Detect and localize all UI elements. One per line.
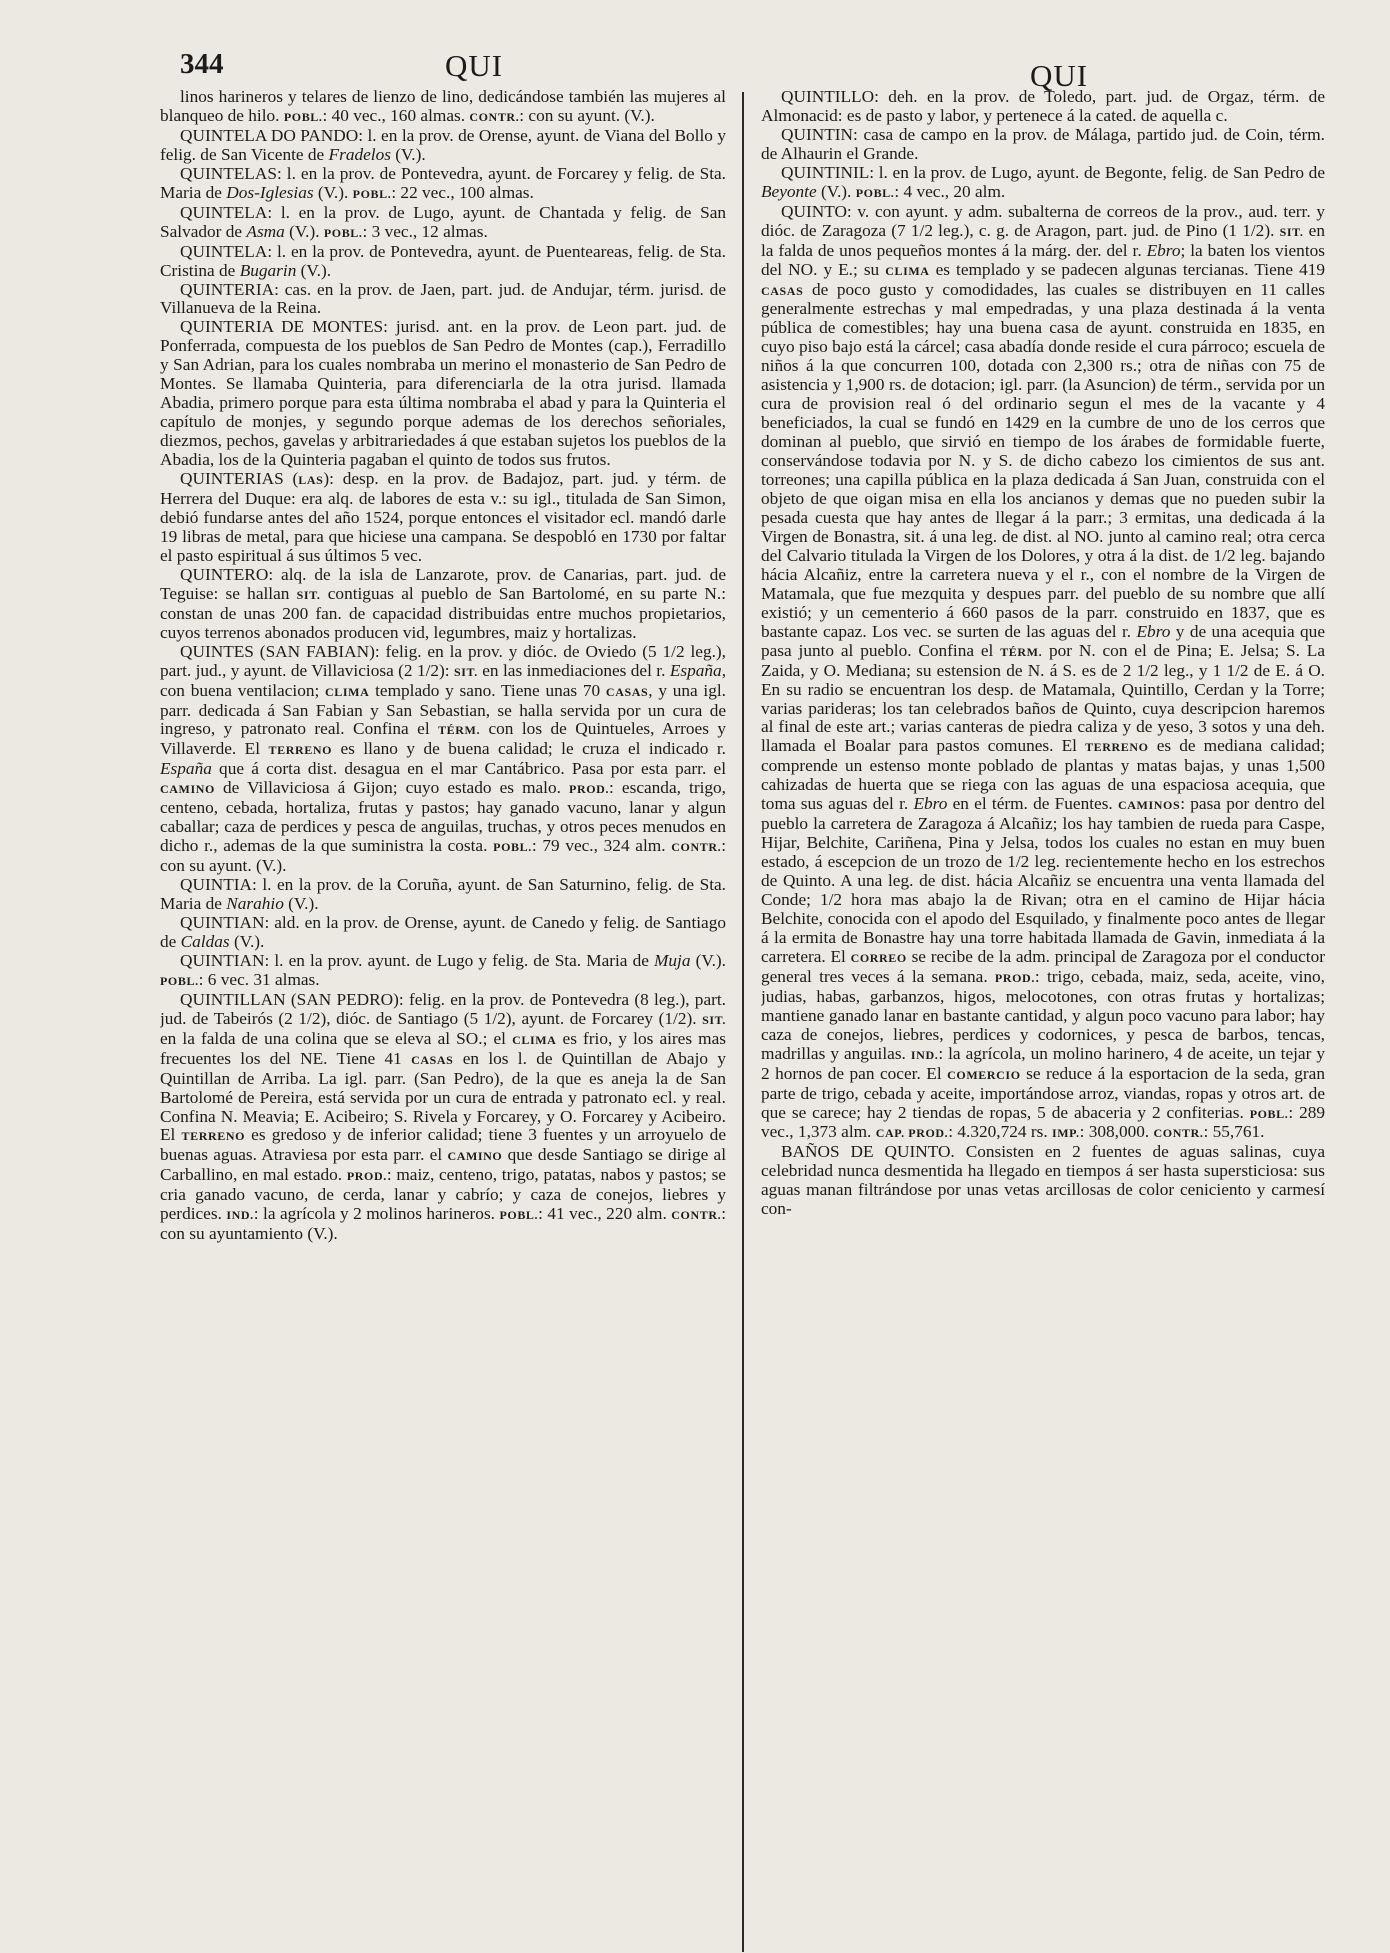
- abbreviation: CASAS: [605, 684, 649, 699]
- running-head: [170, 48, 1320, 93]
- entry-text: : 22 vec., 100 almas.: [391, 182, 534, 202]
- entry-text: (V.).: [816, 181, 856, 201]
- entry-text: es gredoso y de inferior calidad; tiene 3 fuentes y un arroyuelo de buenas aguas. Atraviesa por esta parr. el: [160, 1125, 726, 1165]
- entry-text: : la agrícola y 2 molinos harineros.: [253, 1204, 500, 1224]
- entry-text: se recibe de la adm. principal de Zaragoza por el conductor general tres veces á la semana.: [761, 946, 1325, 986]
- dictionary-entry: [160, 281, 726, 319]
- abbreviation: CONTR.: [469, 109, 520, 124]
- dictionary-entry: [761, 1143, 1325, 1219]
- abbreviation: POBL.: [855, 185, 895, 200]
- entry-text: : l. en la prov. de Lugo, ayunt. de Begonte, felig. de San Pedro de: [869, 162, 1325, 182]
- entry-text: es llano y de buena calidad; le cruza el indicado r.: [332, 739, 726, 759]
- abbreviation: IND.: [910, 1047, 939, 1062]
- column-divider: [742, 92, 744, 1952]
- entry-text: de poco gusto y comodidades, las cuales se distribuyen en 11 calles generalmente estrechas y mal empedradas, y una plaza destinada á la venta pública de comestibles; hay una buena casa de ayunt. construida en 1835, en cuyo piso bajo está la cárcel; casa abadía donde reside el cura párroco; escuela de niños á la que concurren 100, dotada con 2,300 rs.; otra de niñas con 75 de asistencia y 1,900 rs. de dotacion; igl. parr. (la Asuncion) de térm., servida por un cura de provision real ó del ordinario segun el mes de la vacante y 4 beneficiados, la cual se fundó en 1429 en la cumbre de uno de los cerros que dominan al pueblo, que sirvió en tiempo de los árabes de formidable fuerte, conservándose todavia por N. y S. de dicho cabezo los cimientos de sus ant. torreones; una capilla pública en la plaza dedicada á San Juan, construida con el objeto de que oigan misa en ella los ancianos y demas que no pueden subir la pesada cuesta que hay antes de llegar á la parr.; 3 ermitas, una dedicada á la Virgen de Bonastra, sit. á una leg. de dist. al NO. junto al camino real; otra cerca del Calvario titulada la Virgen de los Dolores, y otra á la dist. de 1/2 leg. bajando hácia Alcañiz, entre la carretera nueva y el r., con el nombre de la Virgen de Matamala, que fue mezquita y despues parr. del pueblo de su nombre que allí existió; y un cementerio á 660 pasos de la parr. construido en 1837, que es bastante capaz. Los vec. se surten de las aguas del r.: [761, 279, 1325, 641]
- dictionary-entry: [160, 566, 726, 643]
- abbreviation: POBL.: [352, 186, 392, 201]
- abbreviation: IND.: [226, 1208, 254, 1223]
- italic-reference: Bugarin: [239, 260, 297, 280]
- entry-text: : la agrícola, un molino harinero, 4 de aceite, un tejar y 2 hornos de pan cocer. El: [761, 1043, 1325, 1083]
- entry-text: : 40 vec., 160 almas.: [322, 105, 470, 125]
- entry-text: : 4 vec., 20 alm.: [894, 181, 1006, 201]
- entry-headword: QUINTILLAN (SAN PEDRO): [180, 989, 399, 1009]
- abbreviation: LAS: [298, 473, 324, 488]
- entry-text: : v. con ayunt. y adm. subalterna de correos de la prov., aud. terr. y dióc. de Zaragoza (7 1/2 leg.), c. g. de Aragon, part. jud. de Pino (1 1/2).: [761, 201, 1325, 240]
- entry-text: (: [283, 469, 299, 489]
- entry-text: templado y sano. Tiene unas 70: [369, 680, 606, 700]
- dictionary-entry: [160, 127, 726, 165]
- abbreviation: TERRENO: [1085, 740, 1149, 755]
- entry-text: : con su ayunt. (V.).: [160, 836, 726, 876]
- abbreviation: SIT.: [702, 1012, 726, 1027]
- entry-text: por N. con el de Pina; E. Jelsa; S. La Zaida, y O. Mediana; su estension de N. á S. es de 2 1/2 leg., y 1 1/2 de E. á O. En su radio se encuentran los desp. de Matamala, Quintillo, Cerdan y la Torre; varias parideras; los tan celebrados baños de Quinto, cuya descripcion haremos al final de este art.; varias canteras de piedra caliza y de yeso, 3 sotos y una deh. llamada el Boalar para pastos comunes. El: [761, 640, 1325, 756]
- italic-reference: Ebro: [1136, 621, 1171, 641]
- page-number: 344: [180, 48, 224, 80]
- entry-headword: QUINTIAN: [180, 912, 265, 932]
- abbreviation: POBL.: [283, 109, 323, 124]
- abbreviation: PROD.: [346, 1169, 387, 1184]
- dictionary-entry: [160, 914, 726, 952]
- entry-text: es frio, y los aires mas frecuentes los del NE. Tiene 41: [160, 1028, 726, 1068]
- abbreviation: CONTR.: [671, 1208, 722, 1223]
- abbreviation: CAMINOS: [1118, 798, 1181, 813]
- entry-text: : 41 vec., 220 alm.: [538, 1204, 672, 1224]
- left-column: [160, 88, 726, 1943]
- dictionary-entry: [160, 204, 726, 243]
- entry-text: : l. en la prov. de la Coruña, ayunt. de San Saturnino, felig. de Sta. Maria de: [160, 875, 726, 914]
- entry-text: con los de Quintueles, Arroes y Villaverde. El: [160, 719, 726, 759]
- entry-text: : pasa por dentro del pueblo la carretera de Zaragoza á Alcañiz; los hay tambien de rueda para Caspe, Hijar, Belchite, Cariñena, Pina y Jelsa, todos los cuales no estan en muy buen estado, á escepcion de un trozo de 1/2 leg. recientemente hecho en los estrechos de Quinto. A una leg. de dist. hácia Alcañiz se encuentra una venta llamada del Conde; 1/2 hora mas abajo la de Rivan; otra en el camino de Hijar hácia Belchite, conocida con el apodo del Esquilado, y finalmente poco antes de llegar á la ermita de Bonastre hay una torre habitada llamada de Gavin, inmediata á la carretera. El: [761, 794, 1325, 966]
- abbreviation: TERRENO: [268, 743, 333, 758]
- italic-reference: España: [160, 759, 212, 779]
- abbreviation: POBL.: [499, 1208, 539, 1223]
- entry-text: , con buena ventilacion;: [160, 660, 726, 700]
- italic-reference: Caldas: [180, 931, 230, 951]
- italic-reference: Asma: [246, 221, 285, 241]
- entry-headword: QUINTELAS: [180, 163, 277, 183]
- entry-text: (V.).: [296, 260, 332, 280]
- entry-text: ): desp. en la prov. de Badajoz, part. jud. y térm. de Herrera del Duque: era alq. de labores de esta v.: su igl., titulada de San Simon, debió fundarse antes del año 1524, porque entonces el visitador ecl. mandó darle 19 libras de metal, para que hiciese una campana. Se despobló en 1730 por faltar el pasto espiritual á sus últimos 5 vec.: [160, 469, 726, 565]
- abbreviation: POBL.: [493, 840, 532, 855]
- abbreviation: POBL.: [1249, 1106, 1289, 1121]
- entry-text: : 308,000.: [1079, 1122, 1154, 1142]
- dictionary-entry: [160, 318, 726, 470]
- right-column: [761, 88, 1325, 1943]
- abbreviation: CASAS: [411, 1052, 454, 1067]
- entry-text: : l. en la prov. de Pontevedra, ayunt. de Puenteareas, felig. de Sta. Cristina de: [160, 241, 726, 280]
- entry-text: linos harineros y telares de lienzo de lino, dedicándose también las mujeres al blanqueo de hilo.: [160, 88, 726, 125]
- italic-reference: Fradelos: [328, 144, 391, 164]
- entry-headword: QUINTELA: [180, 202, 268, 222]
- dictionary-entry: [160, 88, 726, 127]
- entry-text: : 289 vec., 1,373 alm.: [761, 1102, 1325, 1142]
- entry-text: : felig. en la prov. y dióc. de Oviedo (5 1/2 leg.), part. jud., y ayunt. de Villaviciosa (2 1/2):: [160, 641, 726, 680]
- dictionary-entry: [160, 243, 726, 281]
- entry-text: : escanda, trigo, centeno, cebada, hortaliza, frutas y pastos; hay ganado vacuno, lanar y algun caballar; caza de perdices y pesca de anguilas, truchas, y otros peces menudos en dicho r., ademas de la que suministra la costa.: [160, 778, 726, 856]
- abbreviation: TÉRM.: [1000, 644, 1043, 659]
- dictionary-entry: [761, 126, 1325, 164]
- abbreviation: POBL.: [323, 225, 363, 240]
- entry-text: : cas. en la prov. de Jaen, part. jud. de Andujar, térm. jurisd. de Villanueva de la Reina.: [160, 279, 726, 318]
- entry-text: (V.).: [390, 144, 426, 164]
- italic-reference: Dos-Iglesias: [226, 182, 314, 202]
- entry-text: es templado y se padecen algunas tercianas. Tiene 419: [929, 259, 1325, 279]
- italic-reference: Ebro: [913, 794, 948, 814]
- abbreviation: CLIMA: [325, 684, 370, 699]
- entry-text: : ald. en la prov. de Orense, ayunt. de Canedo y felig. de Santiago de: [160, 912, 726, 951]
- abbreviation: SIT.: [296, 587, 321, 602]
- entry-text: en la falda de unos pequeños montes á la márg. der. del r.: [761, 220, 1325, 260]
- entry-text: : 79 vec., 324 alm.: [531, 836, 672, 856]
- entry-text: : jurisd. ant. en la prov. de Leon part. jud. de Ponferrada, compuesta de los pueblos de San Pedro de Montes (cap.), Ferradillo y San Adrian, para los cuales nombraba un merino el monasterio de San Pedro de Montes. Se llamaba Quinteria, para diferenciarla de la otra jurisd. llamada Abadia, primero porque para esta última nombraba el abad y para la Quinteria el capítulo de monjes, y segundo porque ademas de los derechos señoriales, diezmos, pechos, gavelas y arbitrariedades á que estaban sujetos los pueblos de la Abadia, los de la Quinteria pagaban el quinto de todos sus frutos.: [160, 317, 726, 470]
- entry-headword: QUINTELA: [180, 241, 268, 261]
- abbreviation: IMP.: [1051, 1126, 1080, 1141]
- entry-text: : l. en la prov. ayunt. de Lugo y felig. de Sta. Maria de: [264, 950, 654, 970]
- entry-headword: QUINTIAN: [180, 950, 265, 970]
- entry-text: : l. en la prov. de Pontevedra, ayunt. de Forcarey y felig. de Sta. Maria de: [160, 163, 726, 202]
- italic-reference: Narahio: [226, 894, 284, 914]
- abbreviation: CLIMA: [512, 1032, 557, 1047]
- italic-reference: Muja: [654, 950, 691, 970]
- entry-text: : 4.320,724 rs.: [948, 1122, 1052, 1142]
- entry-text: que á corta dist. desagua en el mar Cantábrico. Pasa por esta parr. el: [211, 759, 726, 779]
- running-title-right: QUI: [1030, 58, 1089, 93]
- dictionary-entry: [761, 203, 1325, 1144]
- entry-text: : 3 vec., 12 almas.: [362, 221, 488, 241]
- entry-text: (V.).: [284, 221, 324, 241]
- entry-text: , y una igl. parr. dedicada á San Fabian y San Sebastian, se halla servida por un cura de ingreso, y patronato real. Confina el: [160, 680, 726, 739]
- abbreviation: CAP. PROD.: [875, 1126, 949, 1141]
- abbreviation: CLIMA: [885, 263, 930, 278]
- italic-reference: España: [669, 660, 722, 680]
- entry-text: contiguas al pueblo de San Bartolomé, en su parte N.: constan de unas 200 fan. de capacidad distribuidas entre muchos propietarios, cuyos terrenos abonados producen vid, legumbres, maiz y hortalizas.: [160, 583, 726, 642]
- dictionary-entry: [160, 991, 726, 1244]
- entry-text: : deh. en la prov. de Toledo, part. jud. de Orgaz, térm. de Almonacid: es de pasto y labor, y pertenece á la cated. de aquella c.: [761, 88, 1325, 125]
- entry-text: en las inmediaciones del r.: [477, 660, 670, 680]
- entry-text: (V.).: [313, 182, 353, 202]
- abbreviation: PROD.: [994, 970, 1035, 985]
- entry-headword: BAÑOS DE QUINTO.: [781, 1142, 955, 1162]
- entry-headword: QUINTELA DO PANDO: [180, 125, 359, 145]
- entry-text: (V.).: [229, 931, 265, 951]
- entry-text: : l. en la prov. de Lugo, ayunt. de Chantada y felig. de San Salvador de: [160, 202, 726, 241]
- entry-headword: QUINTIA: [180, 875, 252, 895]
- abbreviation: SIT.: [1279, 224, 1304, 239]
- entry-text: es de mediana calidad; comprende un estenso monte poblado de plantas y matas bajas, y unas 1,500 cahizadas de huerta que se riega con las aguas de una espaciosa acequia, que toma sus aguas del r.: [761, 736, 1325, 814]
- abbreviation: TÉRM.: [438, 723, 481, 738]
- italic-reference: Ebro: [1146, 240, 1181, 260]
- dictionary-entry: [160, 470, 726, 566]
- entry-text: : con su ayunt. (V.).: [519, 105, 655, 125]
- entry-text: se reduce á la esportacion de la seda, gran parte de trigo, cebada y aceite, importándose arroz, viandas, ropas y otros art. de que se carece; hay 2 tiendas de ropas, 5 de abaceria y 2 confiterias.: [761, 1063, 1325, 1122]
- dictionary-entry: [160, 643, 726, 876]
- abbreviation: CAMINO: [160, 782, 215, 797]
- entry-headword: QUINTIN: [781, 124, 853, 144]
- abbreviation: CORREO: [850, 950, 907, 965]
- entry-text: que desde Santiago se dirige al Carballino, en mal estado.: [160, 1145, 726, 1185]
- abbreviation: CAMINO: [447, 1149, 503, 1164]
- entry-text: en los l. de Quintillan de Abajo y Quintillan de Arriba. La igl. parr. (San Pedro), de la que es aneja la de San Bartolomé de Pereira, está servida por un cura de entrada y patronato ecl. y real. Confina N. Meavia; E. Acibeiro; S. Rivela y Forcarey, y O. Forcarey y Acibeiro. El: [160, 1048, 726, 1145]
- entry-text: : felig. en la prov. de Pontevedra (8 leg.), part. jud. de Tabeirós (2 1/2), dióc. de Santiago (5 1/2), ayunt. de Forcarey (1/2).: [160, 989, 726, 1028]
- abbreviation: POBL.: [160, 973, 199, 988]
- entry-text: de Villaviciosa á Gijon; cuyo estado es malo.: [214, 778, 570, 798]
- entry-headword: QUINTERIA DE MONTES: [180, 317, 384, 337]
- entry-text: Consisten en 2 fuentes de aguas salinas, cuya celebridad nunca desmentida ha llegado en tiempos á ser hasta supersticiosa: sus aguas manan filtrándose por unas vetas arcillosas de color ceniciento y carmesí con-: [761, 1142, 1325, 1219]
- entry-headword: QUINTERIA: [180, 279, 275, 299]
- abbreviation: COMERCIO: [947, 1067, 1021, 1082]
- entry-text: y de una acequia que pasa junto al pueblo. Confina el: [761, 621, 1325, 660]
- entry-headword: QUINTES (SAN FABIAN): [180, 641, 375, 661]
- entry-headword: QUINTO: [781, 201, 847, 221]
- dictionary-entry: [160, 952, 726, 991]
- entry-text: : 55,761.: [1203, 1122, 1265, 1142]
- entry-text: : 6 vec. 31 almas.: [198, 969, 320, 989]
- entry-text: : con su ayuntamiento (V.).: [160, 1204, 726, 1244]
- entry-text: : alq. de la isla de Lanzarote, prov. de Canarias, part. jud. de Teguise: se hallan: [160, 564, 726, 603]
- abbreviation: PROD.: [569, 782, 610, 797]
- entry-text: : casa de campo en la prov. de Málaga, partido jud. de Coin, térm. de Alhaurin el Grande.: [761, 124, 1325, 163]
- running-title-left: QUI: [445, 48, 504, 83]
- entry-text: (V.).: [283, 894, 319, 914]
- entry-headword: QUINTERO: [180, 564, 269, 584]
- entry-text: : trigo, cebada, maiz, seda, aceite, vino, judias, habas, garbanzos, higos, melocotones, con otras frutas y hortalizas; mantiene ganado lanar en bastante cantidad, y algun poco vacuno para labor; hay caza de conejos, liebres, perdices y codornices, y pesca de barbos, tencas, madrillas y anguilas.: [761, 966, 1325, 1063]
- entry-headword: QUINTERIAS: [180, 469, 284, 489]
- dictionary-entry: [761, 164, 1325, 203]
- dictionary-entry: [160, 165, 726, 204]
- entry-headword: QUINTILLO: [781, 88, 875, 106]
- entry-text: en la falda de una colina que se eleva al SO.; el: [160, 1028, 513, 1048]
- dictionary-entry: [761, 88, 1325, 126]
- dictionary-entry: [160, 876, 726, 914]
- entry-headword: QUINTINIL: [781, 162, 870, 182]
- entry-text: (V.).: [690, 950, 726, 970]
- abbreviation: TERRENO: [181, 1129, 246, 1144]
- entry-text: ; la baten los vientos del NO. y E.; su: [761, 240, 1325, 279]
- entry-text: : l. en la prov. de Orense, ayunt. de Viana del Bollo y felig. de San Vicente de: [160, 125, 726, 164]
- entry-text: : maiz, centeno, trigo, patatas, nabos y pastos; se cria ganado vacuno, de cerda, lanar y cabrío; y caza de conejos, liebres y perdices.: [160, 1165, 726, 1224]
- abbreviation: CONTR.: [1153, 1126, 1204, 1141]
- italic-reference: Beyonte: [761, 181, 817, 201]
- entry-text: en el térm. de Fuentes.: [947, 794, 1119, 814]
- abbreviation: CASAS: [761, 283, 804, 298]
- abbreviation: CONTR.: [671, 840, 722, 855]
- abbreviation: SIT.: [454, 664, 478, 679]
